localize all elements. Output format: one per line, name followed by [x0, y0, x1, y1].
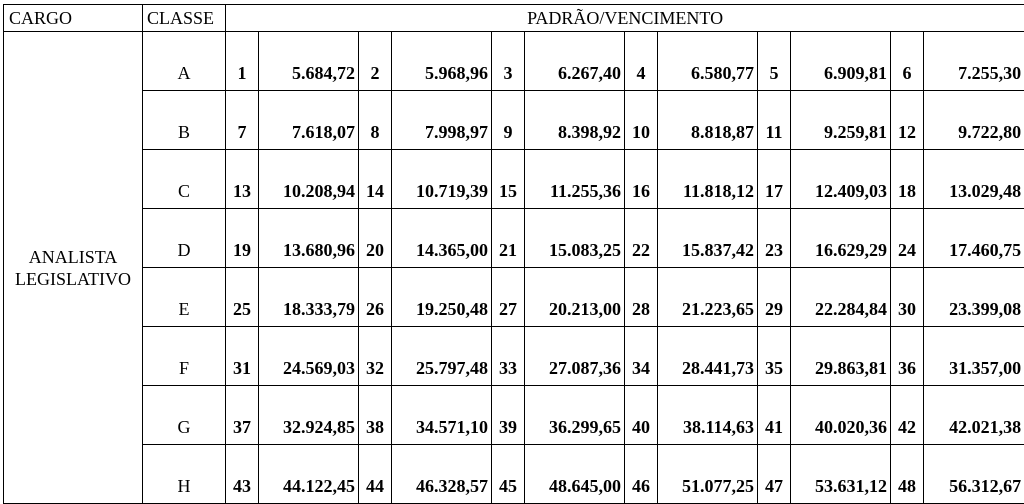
- vencimento-value: 8.818,87: [658, 91, 758, 150]
- classe-cell: A: [143, 32, 226, 91]
- vencimento-value: 6.580,77: [658, 32, 758, 91]
- cargo-line-2: LEGISLATIVO: [4, 268, 142, 290]
- header-row: [4, 5, 1024, 32]
- vencimento-value: 23.399,08: [924, 268, 1024, 327]
- vencimento-value: 20.213,00: [525, 268, 625, 327]
- vencimento-value: 9.722,80: [924, 91, 1024, 150]
- classe-cell: F: [143, 327, 226, 386]
- padrao-number: 47: [758, 445, 791, 504]
- vencimento-value: 13.680,96: [259, 209, 359, 268]
- padrao-number: 30: [891, 268, 924, 327]
- padrao-number: 26: [359, 268, 392, 327]
- vencimento-value: 13.029,48: [924, 150, 1024, 209]
- padrao-number: 4: [625, 32, 658, 91]
- vencimento-value: 6.909,81: [791, 32, 891, 91]
- vencimento-value: 18.333,79: [259, 268, 359, 327]
- padrao-number: 28: [625, 268, 658, 327]
- header-classe: CLASSE: [143, 5, 226, 32]
- padrao-number: 19: [226, 209, 259, 268]
- vencimento-value: 44.122,45: [259, 445, 359, 504]
- table-row: [4, 268, 1024, 327]
- padrao-number: 41: [758, 386, 791, 445]
- classe-cell: D: [143, 209, 226, 268]
- padrao-number: 29: [758, 268, 791, 327]
- table-row: [4, 91, 1024, 150]
- padrao-number: 45: [492, 445, 525, 504]
- table-row: [4, 327, 1024, 386]
- vencimento-value: 19.250,48: [392, 268, 492, 327]
- padrao-number: 23: [758, 209, 791, 268]
- vencimento-value: 42.021,38: [924, 386, 1024, 445]
- padrao-number: 16: [625, 150, 658, 209]
- vencimento-value: 51.077,25: [658, 445, 758, 504]
- vencimento-value: 11.255,36: [525, 150, 625, 209]
- vencimento-value: 28.441,73: [658, 327, 758, 386]
- padrao-number: 24: [891, 209, 924, 268]
- table-body: [4, 5, 1024, 504]
- vencimento-value: 21.223,65: [658, 268, 758, 327]
- padrao-number: 40: [625, 386, 658, 445]
- padrao-number: 11: [758, 91, 791, 150]
- vencimento-value: 32.924,85: [259, 386, 359, 445]
- padrao-number: 27: [492, 268, 525, 327]
- vencimento-value: 46.328,57: [392, 445, 492, 504]
- padrao-number: 20: [359, 209, 392, 268]
- padrao-number: 22: [625, 209, 658, 268]
- padrao-number: 10: [625, 91, 658, 150]
- vencimento-value: 5.684,72: [259, 32, 359, 91]
- vencimento-value: 12.409,03: [791, 150, 891, 209]
- vencimento-value: 7.255,30: [924, 32, 1024, 91]
- vencimento-value: 7.618,07: [259, 91, 359, 150]
- vencimento-value: 38.114,63: [658, 386, 758, 445]
- vencimento-value: 53.631,12: [791, 445, 891, 504]
- padrao-number: 37: [226, 386, 259, 445]
- vencimento-value: 24.569,03: [259, 327, 359, 386]
- padrao-number: 36: [891, 327, 924, 386]
- classe-cell: C: [143, 150, 226, 209]
- vencimento-value: 22.284,84: [791, 268, 891, 327]
- padrao-number: 6: [891, 32, 924, 91]
- padrao-number: 14: [359, 150, 392, 209]
- table-row: [4, 32, 1024, 91]
- vencimento-value: 34.571,10: [392, 386, 492, 445]
- padrao-number: 48: [891, 445, 924, 504]
- padrao-number: 35: [758, 327, 791, 386]
- vencimento-value: 14.365,00: [392, 209, 492, 268]
- vencimento-value: 8.398,92: [525, 91, 625, 150]
- padrao-number: 9: [492, 91, 525, 150]
- padrao-number: 31: [226, 327, 259, 386]
- padrao-number: 42: [891, 386, 924, 445]
- padrao-number: 32: [359, 327, 392, 386]
- table-row: [4, 445, 1024, 504]
- padrao-number: 34: [625, 327, 658, 386]
- padrao-number: 25: [226, 268, 259, 327]
- padrao-number: 5: [758, 32, 791, 91]
- vencimento-value: 17.460,75: [924, 209, 1024, 268]
- padrao-number: 39: [492, 386, 525, 445]
- cargo-line-1: ANALISTA: [4, 246, 142, 268]
- table-row: [4, 150, 1024, 209]
- vencimento-value: 16.629,29: [791, 209, 891, 268]
- padrao-number: 1: [226, 32, 259, 91]
- padrao-number: 13: [226, 150, 259, 209]
- salary-table: [3, 4, 1024, 504]
- padrao-number: 7: [226, 91, 259, 150]
- vencimento-value: 5.968,96: [392, 32, 492, 91]
- vencimento-value: 29.863,81: [791, 327, 891, 386]
- padrao-number: 8: [359, 91, 392, 150]
- padrao-number: 21: [492, 209, 525, 268]
- vencimento-value: 36.299,65: [525, 386, 625, 445]
- cargo-cell: [4, 32, 143, 504]
- vencimento-value: 11.818,12: [658, 150, 758, 209]
- padrao-number: 38: [359, 386, 392, 445]
- vencimento-value: 31.357,00: [924, 327, 1024, 386]
- vencimento-value: 40.020,36: [791, 386, 891, 445]
- padrao-number: 2: [359, 32, 392, 91]
- padrao-number: 3: [492, 32, 525, 91]
- vencimento-value: 6.267,40: [525, 32, 625, 91]
- padrao-number: 12: [891, 91, 924, 150]
- table-row: [4, 386, 1024, 445]
- vencimento-value: 25.797,48: [392, 327, 492, 386]
- vencimento-value: 9.259,81: [791, 91, 891, 150]
- classe-cell: B: [143, 91, 226, 150]
- vencimento-value: 10.208,94: [259, 150, 359, 209]
- vencimento-value: 48.645,00: [525, 445, 625, 504]
- classe-cell: H: [143, 445, 226, 504]
- padrao-number: 46: [625, 445, 658, 504]
- padrao-number: 43: [226, 445, 259, 504]
- vencimento-value: 15.837,42: [658, 209, 758, 268]
- vencimento-value: 56.312,67: [924, 445, 1024, 504]
- header-padrao-vencimento: PADRÃO/VENCIMENTO: [226, 5, 1024, 32]
- vencimento-value: 7.998,97: [392, 91, 492, 150]
- padrao-number: 15: [492, 150, 525, 209]
- vencimento-value: 15.083,25: [525, 209, 625, 268]
- classe-cell: G: [143, 386, 226, 445]
- vencimento-value: 27.087,36: [525, 327, 625, 386]
- padrao-number: 33: [492, 327, 525, 386]
- vencimento-value: 10.719,39: [392, 150, 492, 209]
- header-cargo: CARGO: [4, 5, 143, 32]
- table-row: [4, 209, 1024, 268]
- classe-cell: E: [143, 268, 226, 327]
- padrao-number: 17: [758, 150, 791, 209]
- padrao-number: 18: [891, 150, 924, 209]
- padrao-number: 44: [359, 445, 392, 504]
